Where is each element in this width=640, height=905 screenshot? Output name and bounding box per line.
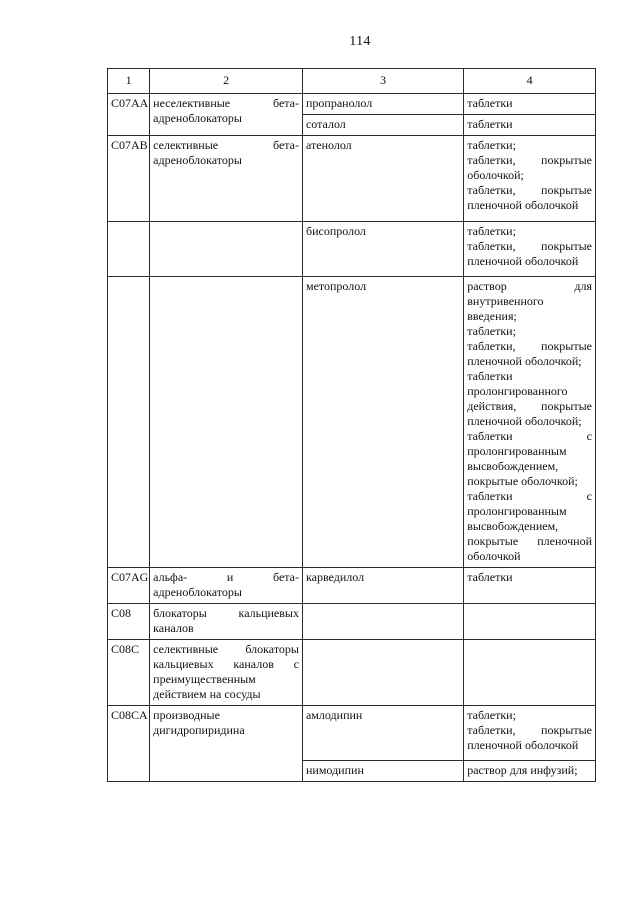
group-name-cell [150, 222, 303, 277]
atc-code-cell: C08CA [108, 706, 150, 782]
dosage-form: раствор для внутривенного введения; [467, 279, 592, 323]
table-header-row [108, 69, 596, 94]
dosage-form-cell [464, 94, 596, 115]
table-row [108, 640, 596, 706]
dosage-form: таблетки [467, 570, 513, 584]
dosage-form: таблетки; [467, 324, 516, 338]
dosage-form: таблетки, покрытые пленочной оболочкой [467, 723, 592, 752]
dosage-form-cell [464, 604, 596, 640]
dosage-form: таблетки, покрытые пленочной оболочкой [467, 239, 592, 268]
drug-name-cell: соталол [302, 115, 463, 136]
column-header: 1 [108, 69, 150, 94]
group-name-cell: альфа- и бета-адреноблокаторы [150, 568, 303, 604]
group-name-cell: селективные блокаторы кальциевых каналов с преимущественным действием на сосуды [150, 640, 303, 706]
dosage-form-cell [464, 115, 596, 136]
column-header: 4 [464, 69, 596, 94]
table-row [108, 94, 596, 115]
group-name-cell: блокаторы кальциевых каналов [150, 604, 303, 640]
drug-name-cell [302, 640, 463, 706]
table-row [108, 136, 596, 222]
atc-code-cell: C07AG [108, 568, 150, 604]
atc-code-cell: C08 [108, 604, 150, 640]
drug-name-cell: бисопролол [302, 222, 463, 277]
group-name-cell: неселективные бета-адреноблокаторы [150, 94, 303, 136]
dosage-form-cell [464, 761, 596, 782]
dosage-form-cell [464, 568, 596, 604]
dosage-form-cell [464, 706, 596, 761]
dosage-form: раствор для инфузий; [467, 763, 578, 777]
drug-name-cell: метопролол [302, 277, 463, 568]
atc-code-cell: C07AB [108, 136, 150, 222]
column-header: 3 [302, 69, 463, 94]
dosage-form-cell [464, 640, 596, 706]
dosage-form: таблетки с пролонгированным высвобождением, покрытые оболочкой; [467, 429, 592, 488]
drug-name-cell: пропранолол [302, 94, 463, 115]
table-row [108, 568, 596, 604]
dosage-form: таблетки, покрытые оболочкой; [467, 153, 592, 182]
dosage-form: таблетки [467, 117, 513, 131]
dosage-form: таблетки; [467, 138, 516, 152]
dosage-form-cell [464, 136, 596, 222]
table-row [108, 222, 596, 277]
column-header: 2 [150, 69, 303, 94]
drug-name-cell [302, 604, 463, 640]
atc-code-cell [108, 222, 150, 277]
drug-classification-table [107, 68, 596, 782]
group-name-cell [150, 277, 303, 568]
drug-name-cell: атенолол [302, 136, 463, 222]
drug-name-cell: нимодипин [302, 761, 463, 782]
atc-code-cell: C07AA [108, 94, 150, 136]
dosage-form: таблетки; [467, 224, 516, 238]
dosage-form: таблетки пролонгированного действия, покрытые пленочной оболочкой; [467, 369, 592, 428]
table-row [108, 277, 596, 568]
group-name-cell: производные дигидропиридина [150, 706, 303, 782]
dosage-form: таблетки [467, 96, 513, 110]
group-name-cell: селективные бета-адреноблокаторы [150, 136, 303, 222]
dosage-form-cell [464, 277, 596, 568]
dosage-form: таблетки, покрытые пленочной оболочкой; [467, 339, 592, 368]
dosage-form: таблетки, покрытые пленочной оболочкой [467, 183, 592, 212]
drug-name-cell: амлодипин [302, 706, 463, 761]
table-row [108, 604, 596, 640]
page-number: 114 [349, 34, 371, 49]
atc-code-cell: C08C [108, 640, 150, 706]
atc-code-cell [108, 277, 150, 568]
dosage-form: таблетки с пролонгированным высвобождением, покрытые пленочной оболочкой [467, 489, 592, 563]
dosage-form: таблетки; [467, 708, 516, 722]
dosage-form-cell [464, 222, 596, 277]
drug-name-cell: карведилол [302, 568, 463, 604]
table-row [108, 706, 596, 761]
